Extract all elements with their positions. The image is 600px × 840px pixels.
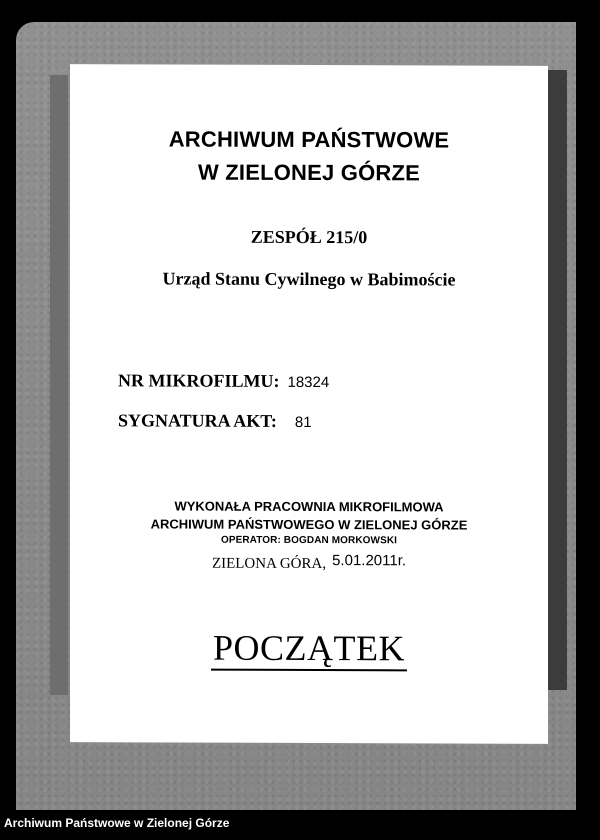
archive-title-line2: W ZIELONEJ GÓRZE: [198, 159, 420, 186]
signature-label: SYGNATURA AKT:: [118, 410, 277, 431]
microfilm-number-label: NR MIKROFILMU:: [118, 370, 280, 391]
place: ZIELONA GÓRA,: [211, 555, 327, 573]
start-marker-text: POCZĄTEK: [211, 628, 407, 672]
operator-name: OPERATOR: BOGDAN MORKOWSKI: [220, 534, 398, 547]
image-caption: Archiwum Państwowe w Zielonej Górze: [4, 816, 230, 830]
scan-dark-edge: [576, 22, 588, 810]
microfilm-number-field: [118, 370, 329, 392]
signature-field: [118, 410, 312, 432]
right-shadow-strip: [547, 70, 567, 690]
made-by-line1: WYKONAŁA PRACOWNIA MIKROFILMOWA: [174, 498, 444, 515]
document-sheet: [70, 64, 548, 744]
fonds-number: ZESPÓŁ 215/0: [250, 226, 368, 248]
left-shadow-strip: [50, 75, 68, 695]
place-and-date: [70, 554, 548, 574]
start-marker: [70, 626, 548, 670]
date: 5.01.2011r.: [332, 552, 407, 570]
archive-title-line1: ARCHIWUM PAŃSTWOWE: [168, 126, 450, 153]
microfilm-number-value: 18324: [287, 373, 330, 392]
fonds-name: Urząd Stanu Cywilnego w Babimoście: [162, 268, 456, 290]
made-by-line2: ARCHIWUM PAŃSTWOWEGO W ZIELONEJ GÓRZE: [150, 516, 468, 533]
signature-value: 81: [294, 413, 312, 432]
